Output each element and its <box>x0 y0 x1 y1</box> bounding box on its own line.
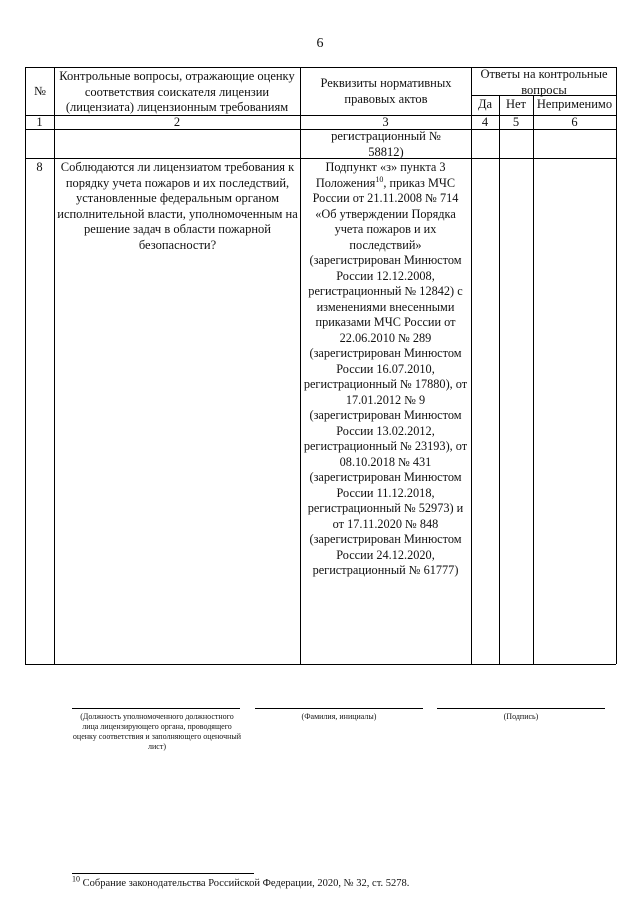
col-number-1: 1 <box>36 115 43 129</box>
header-not-applicable: Неприменимо <box>536 97 613 111</box>
page-number: 6 <box>316 36 324 51</box>
header-yes: Да <box>477 97 493 111</box>
col-divider-1 <box>54 67 55 664</box>
table-border-bottom <box>25 664 616 665</box>
row-8-legal-acts <box>303 160 468 579</box>
col-divider-2 <box>300 67 301 664</box>
signature-caption: (Подпись) <box>503 712 539 721</box>
col-number-3: 3 <box>382 115 389 129</box>
col-divider-4 <box>499 95 500 664</box>
footnote-text: Собрание законодательства Российской Федерации, 2020, № 32, ст. 5278. <box>80 878 410 889</box>
position-caption: (Должность уполномоченного должностного лица лицензирующего органа, проводящего оценку соответствия и заполняющего оценочный лист) <box>72 712 242 751</box>
col-number-5: 5 <box>512 115 520 129</box>
col-divider-5 <box>533 95 534 664</box>
footnote <box>72 874 592 890</box>
signature-line <box>437 708 605 709</box>
col-divider-3 <box>471 67 472 664</box>
table-border-left <box>25 67 26 664</box>
row-8-question: Соблюдаются ли лицензиатом требования к порядку учета пожаров и их последствий, установленные федеральным органом исполнительной власти, уполномоченным на решение задач в области пожарной безопасности? <box>57 160 298 252</box>
name-line <box>255 708 423 709</box>
header-questions: Контрольные вопросы, отражающие оценку соответствия соискателя лицензии (лицензиата) лицензионным требованиям <box>59 69 295 114</box>
legal-acts-text-start: Подпункт «з» пункта 3 Положения <box>315 160 446 190</box>
col-number-4: 4 <box>481 115 489 129</box>
header-num: № <box>34 84 46 98</box>
col-number-2: 2 <box>173 115 181 129</box>
col-number-6: 6 <box>571 115 578 129</box>
footnote-ref-10: 10 <box>375 174 384 184</box>
header-answers: Ответы на контрольные вопросы <box>480 67 608 97</box>
table-border-right <box>616 67 617 664</box>
header-no: Нет <box>505 97 527 111</box>
position-line <box>72 708 240 709</box>
footnote-marker: 10 <box>72 874 80 884</box>
continuation-acts-text: регистрационный № 58812) <box>331 129 441 159</box>
header-acts: Реквизиты нормативных правовых актов <box>320 76 452 106</box>
name-caption: (Фамилия, инициалы) <box>301 712 377 721</box>
legal-acts-text-rest: , приказ МЧС России от 21.11.2008 № 714 «Об утверждении Порядка учета пожаров и их последствий» (зарегистрирован Минюстом России 12.12.2008, регистрационный № 12842) с изменениями внесенными приказами МЧС России от 22.06.2010 № 289 (зарегистрирован Минюстом России 16.07.2010, регистрационный № 17880), от 17.01.2012 № 9 (зарегистрирован Минюстом России 13.02.2012, регистрационный № 23193), от 08.10.2018 № 431 (зарегистрирован Минюстом России 11.12.2018, регистрационный № 52973) и от 17.11.2020 № 848 (зарегистрирован Минюстом России 24.12.2020, регистрационный № 61777) <box>303 175 468 577</box>
footnote-separator <box>72 873 254 874</box>
row-8-number: 8 <box>36 160 43 174</box>
